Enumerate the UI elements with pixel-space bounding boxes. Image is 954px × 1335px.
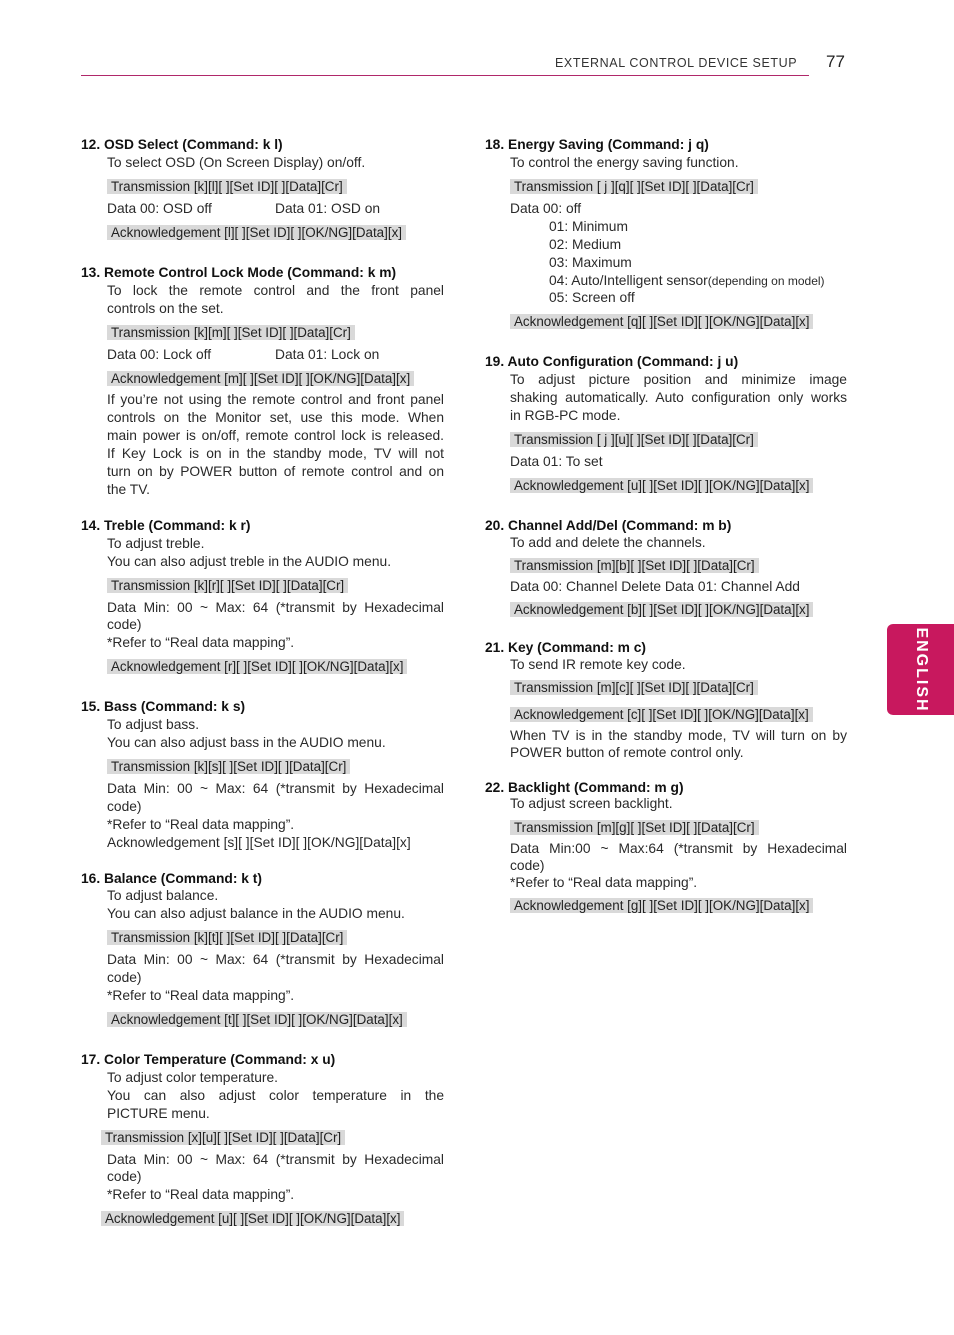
section-16-data-range-cont: code): [107, 970, 142, 985]
section-21-note-1: When TV is in the standby mode, TV will turn on by: [510, 728, 847, 743]
section-15-desc-1: To adjust bass.: [107, 717, 200, 732]
section-18-data-02: 02: Medium: [549, 237, 622, 252]
page-number: 77: [826, 52, 845, 71]
section-14-data-range: Data Min: 00 ~ Max: 64 (*transmit by Hexadecimal: [107, 600, 444, 615]
section-12-data-on: Data 01: OSD on: [275, 201, 381, 216]
section-16-acknowledgement: Acknowledgement [t][ ][Set ID][ ][OK/NG][Data][x]: [107, 1012, 407, 1027]
section-22-data-range-cont: code): [510, 858, 545, 873]
section-12-transmission: Transmission [k][l][ ][Set ID][ ][Data][Cr]: [107, 179, 347, 194]
section-18-data-04-label: 04: Auto/Intelligent sensor: [549, 273, 708, 288]
section-13-note-line: main power is on/off, remote control lock is released.: [107, 428, 444, 443]
section-14-data-range-cont: code): [107, 617, 142, 632]
section-19-heading: 19. Auto Configuration (Command: j u): [485, 354, 739, 369]
section-18-desc: To control the energy saving function.: [510, 155, 739, 170]
section-15-heading: 15. Bass (Command: k s): [81, 699, 246, 714]
section-17-heading: 17. Color Temperature (Command: x u): [81, 1052, 336, 1067]
running-header: EXTERNAL CONTROL DEVICE SETUP: [555, 56, 798, 70]
section-22-acknowledgement: Acknowledgement [g][ ][Set ID][ ][OK/NG][Data][x]: [510, 898, 813, 913]
section-18-data-04: [549, 272, 825, 290]
section-21-note-2: POWER button of remote control only.: [510, 745, 744, 760]
language-tab-label: ENGLISH: [912, 626, 930, 713]
section-18-data-00: Data 00: off: [510, 201, 582, 216]
section-20-transmission: Transmission [m][b][ ][Set ID][ ][Data][Cr]: [510, 558, 759, 573]
section-16-desc-2: You can also adjust balance in the AUDIO menu.: [107, 906, 405, 921]
section-17-data-range: Data Min: 00 ~ Max: 64 (*transmit by Hexadecimal: [107, 1152, 444, 1167]
section-17-transmission: Transmission [x][u][ ][Set ID][ ][Data][Cr]: [101, 1130, 345, 1145]
section-20-acknowledgement: Acknowledgement [b][ ][Set ID][ ][OK/NG][Data][x]: [510, 602, 813, 617]
section-21-heading: 21. Key (Command: m c): [485, 640, 647, 655]
section-18-data-01: 01: Minimum: [549, 219, 628, 234]
section-19-desc-1: To adjust picture position and minimize image: [510, 372, 847, 387]
section-12-acknowledgement: Acknowledgement [l][ ][Set ID][ ][OK/NG][Data][x]: [107, 225, 406, 240]
language-tab: [887, 624, 954, 715]
section-13-heading: 13. Remote Control Lock Mode (Command: k m): [81, 265, 397, 280]
section-15-transmission: Transmission [k][s][ ][Set ID][ ][Data][Cr]: [107, 759, 350, 774]
section-16-transmission: Transmission [k][t][ ][Set ID][ ][Data][Cr]: [107, 930, 347, 945]
section-13-desc-1: To lock the remote control and the front panel: [107, 283, 444, 298]
section-13-note-line: turn on by POWER button of remote control and on: [107, 464, 444, 479]
header-rule: [81, 75, 809, 76]
section-22-desc: To adjust screen backlight.: [510, 796, 673, 811]
section-20-desc: To add and delete the channels.: [510, 535, 706, 550]
section-14-heading: 14. Treble (Command: k r): [81, 518, 251, 533]
section-14-acknowledgement: Acknowledgement [r][ ][Set ID][ ][OK/NG][Data][x]: [107, 659, 407, 674]
section-22-data-range: Data Min:00 ~ Max:64 (*transmit by Hexadecimal: [510, 841, 847, 856]
section-22-ref: *Refer to “Real data mapping”.: [510, 875, 698, 890]
section-21-desc: To send IR remote key code.: [510, 657, 686, 672]
section-14-desc-2: You can also adjust treble in the AUDIO menu.: [107, 554, 392, 569]
section-16-data-range: Data Min: 00 ~ Max: 64 (*transmit by Hexadecimal: [107, 952, 444, 967]
section-18-data-03: 03: Maximum: [549, 255, 632, 270]
section-12-desc: To select OSD (On Screen Display) on/off.: [107, 155, 366, 170]
section-18-data-05: 05: Screen off: [549, 290, 635, 305]
section-21-transmission: Transmission [m][c][ ][Set ID][ ][Data][Cr]: [510, 680, 758, 695]
section-22-heading: 22. Backlight (Command: m g): [485, 780, 684, 795]
section-18-transmission: Transmission [ j ][q][ ][Set ID][ ][Data][Cr]: [510, 179, 758, 194]
section-13-data-on: Data 01: Lock on: [275, 347, 380, 362]
section-18-data-04-note: (depending on model): [707, 274, 825, 288]
section-17-desc-2: You can also adjust color temperature in the: [107, 1088, 444, 1103]
section-14-ref: *Refer to “Real data mapping”.: [107, 635, 295, 650]
section-15-ref: *Refer to “Real data mapping”.: [107, 817, 295, 832]
section-17-acknowledgement: Acknowledgement [u][ ][Set ID][ ][OK/NG][Data][x]: [101, 1211, 404, 1226]
section-14-desc-1: To adjust treble.: [107, 536, 205, 551]
section-16-heading: 16. Balance (Command: k t): [81, 871, 262, 886]
section-21-acknowledgement: Acknowledgement [c][ ][Set ID][ ][OK/NG][Data][x]: [510, 707, 813, 722]
section-22-transmission: Transmission [m][g][ ][Set ID][ ][Data][Cr]: [510, 820, 759, 835]
section-13-desc-2: controls on the set.: [107, 301, 224, 316]
section-17-data-range-cont: code): [107, 1169, 142, 1184]
section-12-data-off: Data 00: OSD off: [107, 201, 212, 216]
section-13-note-line: If you’re not using the remote control and front panel: [107, 392, 444, 407]
section-19-desc-2: shaking automatically. Auto configuration only works: [510, 390, 847, 405]
section-16-ref: *Refer to “Real data mapping”.: [107, 988, 295, 1003]
section-13-transmission: Transmission [k][m][ ][Set ID][ ][Data][Cr]: [107, 325, 355, 340]
section-13-data-off: Data 00: Lock off: [107, 347, 212, 362]
section-13-note-line: If Key Lock is on in the standby mode, TV will not: [107, 446, 444, 461]
section-18-heading: 18. Energy Saving (Command: j q): [485, 137, 709, 152]
section-15-data-range-cont: code): [107, 799, 142, 814]
section-19-acknowledgement: Acknowledgement [u][ ][Set ID][ ][OK/NG][Data][x]: [510, 478, 813, 493]
section-19-desc-3: in RGB-PC mode.: [510, 408, 621, 423]
section-20-data: Data 00: Channel Delete Data 01: Channel Add: [510, 579, 800, 594]
section-12-heading: 12. OSD Select (Command: k l): [81, 137, 283, 152]
section-15-data-range: Data Min: 00 ~ Max: 64 (*transmit by Hexadecimal: [107, 781, 444, 796]
section-20-heading: 20. Channel Add/Del (Command: m b): [485, 518, 732, 533]
section-19-data-01: Data 01: To set: [510, 454, 603, 469]
section-17-desc-3: PICTURE menu.: [107, 1106, 210, 1121]
section-16-desc-1: To adjust balance.: [107, 888, 219, 903]
section-13-note-line: controls on the Monitor set, use this mode. When: [107, 410, 444, 425]
section-15-acknowledgement: Acknowledgement [s][ ][Set ID][ ][OK/NG][Data][x]: [107, 835, 411, 850]
section-17-desc-1: To adjust color temperature.: [107, 1070, 279, 1085]
section-15-desc-2: You can also adjust bass in the AUDIO menu.: [107, 735, 386, 750]
section-18-acknowledgement: Acknowledgement [q][ ][Set ID][ ][OK/NG][Data][x]: [510, 314, 813, 329]
section-13-note-line: the TV.: [107, 482, 150, 497]
section-14-transmission: Transmission [k][r][ ][Set ID][ ][Data][Cr]: [107, 578, 348, 593]
section-13-acknowledgement: Acknowledgement [m][ ][Set ID][ ][OK/NG][Data][x]: [107, 371, 414, 386]
section-19-transmission: Transmission [ j ][u][ ][Set ID][ ][Data][Cr]: [510, 432, 758, 447]
section-17-ref: *Refer to “Real data mapping”.: [107, 1187, 295, 1202]
